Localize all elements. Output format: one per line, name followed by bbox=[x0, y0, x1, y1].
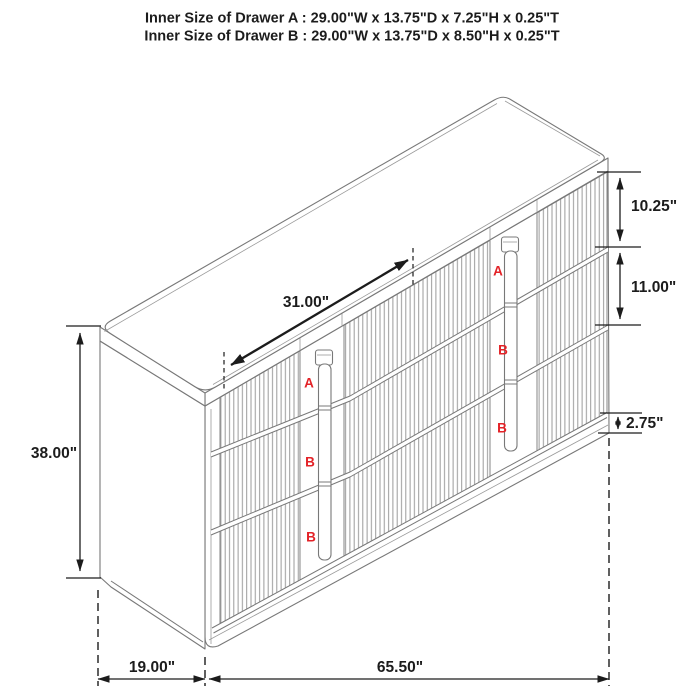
drawer-label-left-b2: B bbox=[306, 529, 316, 545]
page-title bbox=[144, 11, 559, 45]
drawer-label-left-a: A bbox=[304, 375, 314, 391]
handle-right-cap bbox=[502, 237, 519, 252]
drawer-label-left-b1: B bbox=[305, 454, 315, 470]
fluted-panel-right bbox=[537, 172, 607, 451]
handle-left-cap bbox=[316, 350, 333, 365]
title-drawer-b: Inner Size of Drawer B : 29.00"W x 13.75"D x 8.50"H x 0.25"T bbox=[144, 28, 560, 45]
fluted-panel-left bbox=[220, 351, 300, 624]
dim-side-depth bbox=[98, 659, 205, 679]
dim-base-height-label: 2.75" bbox=[626, 415, 664, 432]
drawer-handle-left bbox=[316, 350, 333, 560]
dim-overall-height-label: 38.00" bbox=[30, 445, 78, 462]
dim-top-diagonal-label: 31.00" bbox=[282, 294, 330, 311]
dim-overall-height bbox=[31, 326, 101, 578]
dim-front-width bbox=[209, 659, 609, 679]
dim-drawer-a-face-label: 10.25" bbox=[631, 198, 678, 215]
dim-front-width-label: 65.50" bbox=[376, 659, 424, 676]
dim-drawer-b-face-label: 11.00" bbox=[631, 279, 677, 296]
handle-left-bar bbox=[319, 364, 332, 560]
title-drawer-a: Inner Size of Drawer A : 29.00"W x 13.75"D x 7.25"H x 0.25"T bbox=[144, 10, 560, 27]
drawer-label-right-b2: B bbox=[497, 420, 507, 436]
drawer-label-right-a: A bbox=[493, 263, 503, 279]
drawer-label-right-b1: B bbox=[498, 342, 508, 358]
dim-side-depth-label: 19.00" bbox=[128, 659, 176, 676]
dresser-illustration bbox=[100, 97, 609, 649]
